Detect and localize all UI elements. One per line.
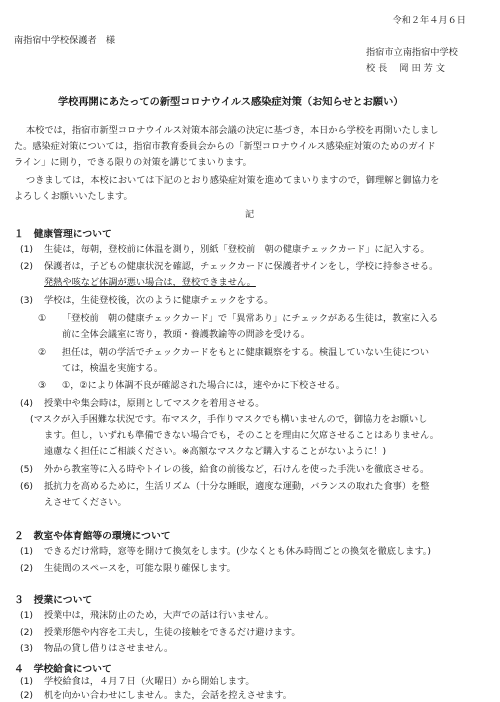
- intro-line-1: 本校では，指宿市新型コロナウイルス対策本部会議の決定に基づき，本日から学校を再開いたしまし: [26, 125, 439, 136]
- fever-warning: 発熱や咳など体調が悪い場合は，登校できません。: [44, 277, 256, 288]
- item-text: 授業中は，飛沫防止のため，大声での話は行いません。: [44, 610, 274, 621]
- item-text: できるだけ常時，窓等を開けて換気をします。(少なくとも休み時間ごとの換気を徹底します。): [44, 546, 431, 557]
- item-number: (4): [20, 398, 34, 409]
- recipient: 南指宿中学校保護者 様: [14, 35, 116, 46]
- section-4-heading: ４ 学校給食について: [14, 664, 112, 675]
- item-number: (2): [20, 563, 34, 574]
- principal-name: 校 長 岡 田 芳 文: [366, 63, 445, 74]
- intro-line-2: た。感染症対策については，指宿市教育委員会からの「新型コロナウイルス感染症対策のためのガイド: [14, 141, 436, 152]
- sub-item-text: ては，検温を実施する。: [62, 363, 164, 374]
- section-1-heading: １ 健康管理について: [14, 229, 112, 240]
- item-text: 外から教室等に入る時やトイレの後，給食の前後など，石けんを使った手洗いを徹底させる。: [44, 464, 430, 475]
- sub-item-number: ②: [38, 347, 47, 358]
- intro-line-5: よろしくお願いいたします。: [14, 191, 133, 202]
- intro-line-4: つきましては，本校においては下記のとおり感染症対策を進めてまいりますので，御理解と御協力を: [26, 175, 440, 186]
- item-text: 授業形態や内容を工夫し，生徒の接触をできるだけ避けます。: [44, 627, 301, 638]
- item-text: 授業中や集会時は，原則としてマスクを着用させる。: [44, 398, 265, 409]
- item-number: (2): [20, 261, 34, 272]
- date: 令和２年４月６日: [392, 15, 466, 26]
- item-number: (6): [20, 481, 34, 492]
- item-number: (2): [20, 627, 34, 638]
- mask-note-line: (マスクが入手困難な状況です。布マスク，手作りマスクでも構いませんので，御協力をお願いし: [30, 414, 428, 425]
- item-text: 机を向かい合わせにしません。また，会話を控えさせます。: [44, 690, 292, 701]
- sub-item-number: ③: [38, 380, 47, 391]
- item-number: (1): [20, 610, 34, 621]
- school-name: 指宿市立南指宿中学校: [366, 47, 458, 58]
- ki-mark: 記: [245, 209, 255, 220]
- item-text: 学校は，生徒登校後，次のように健康チェックをする。: [44, 295, 274, 306]
- item-number: (5): [20, 464, 34, 475]
- item-number: (3): [20, 295, 34, 306]
- item-text: 生徒間のスペースを，可能な限り確保します。: [44, 563, 236, 574]
- item-number: (2): [20, 690, 34, 701]
- sub-item-text: 「登校前 朝の健康チェックカード」で「異常あり」にチェックがある生徒は，教室に入る: [62, 313, 439, 324]
- sub-item-text: 前に全体会議室に寄り，教頭・養護教諭等の問診を受ける。: [62, 329, 311, 340]
- item-text: 生徒は，毎朝，登校前に体温を測り，別紙「登校前 朝の健康チェックカード」に記入する。: [44, 244, 430, 255]
- mask-note-line: 遠慮なく担任にご相談ください。※高額なマスクなど購入することがないように！): [44, 446, 387, 457]
- item-text: 保護者は，子どもの健康状況を確認，チェックカードに保護者サインをし，学校に持参させる。: [44, 261, 439, 272]
- sub-item-text: 担任は，朝の学活でチェックカードをもとに健康観察をする。検温していない生徒につい: [62, 347, 430, 358]
- item-text: 物品の貸し借りはさせません。: [44, 643, 174, 654]
- sub-item-number: ①: [38, 313, 47, 324]
- sub-item-text: ①，②により体調不良が確認された場合には，速やかに下校させる。: [62, 380, 345, 391]
- item-number: (1): [20, 676, 34, 687]
- section-2-heading: ２ 教室や体育館等の環境について: [14, 531, 171, 542]
- item-text: 学校給食は，４月７日（火曜日）から開始します。: [44, 676, 255, 687]
- section-3-heading: ３ 授業について: [14, 595, 93, 606]
- item-number: (1): [20, 244, 34, 255]
- mask-note-line: ます。但し，いずれも準備できない場合でも，そのことを理由に欠席させることはありません。: [44, 430, 439, 441]
- item-text: えさせてください。: [44, 497, 127, 508]
- item-number: (1): [20, 546, 34, 557]
- intro-line-3: ライン」に則り，できる限りの対策を講じてまいります。: [14, 157, 252, 168]
- item-number: (3): [20, 643, 34, 654]
- document-title: 学校再開にあたっての新型コロナウイルス感染症対策（お知らせとお願い）: [58, 97, 404, 108]
- item-text: 抵抗力を高めるために，生活リズム（十分な睡眠，適度な運動，バランスの取れた食事）を整: [44, 481, 430, 492]
